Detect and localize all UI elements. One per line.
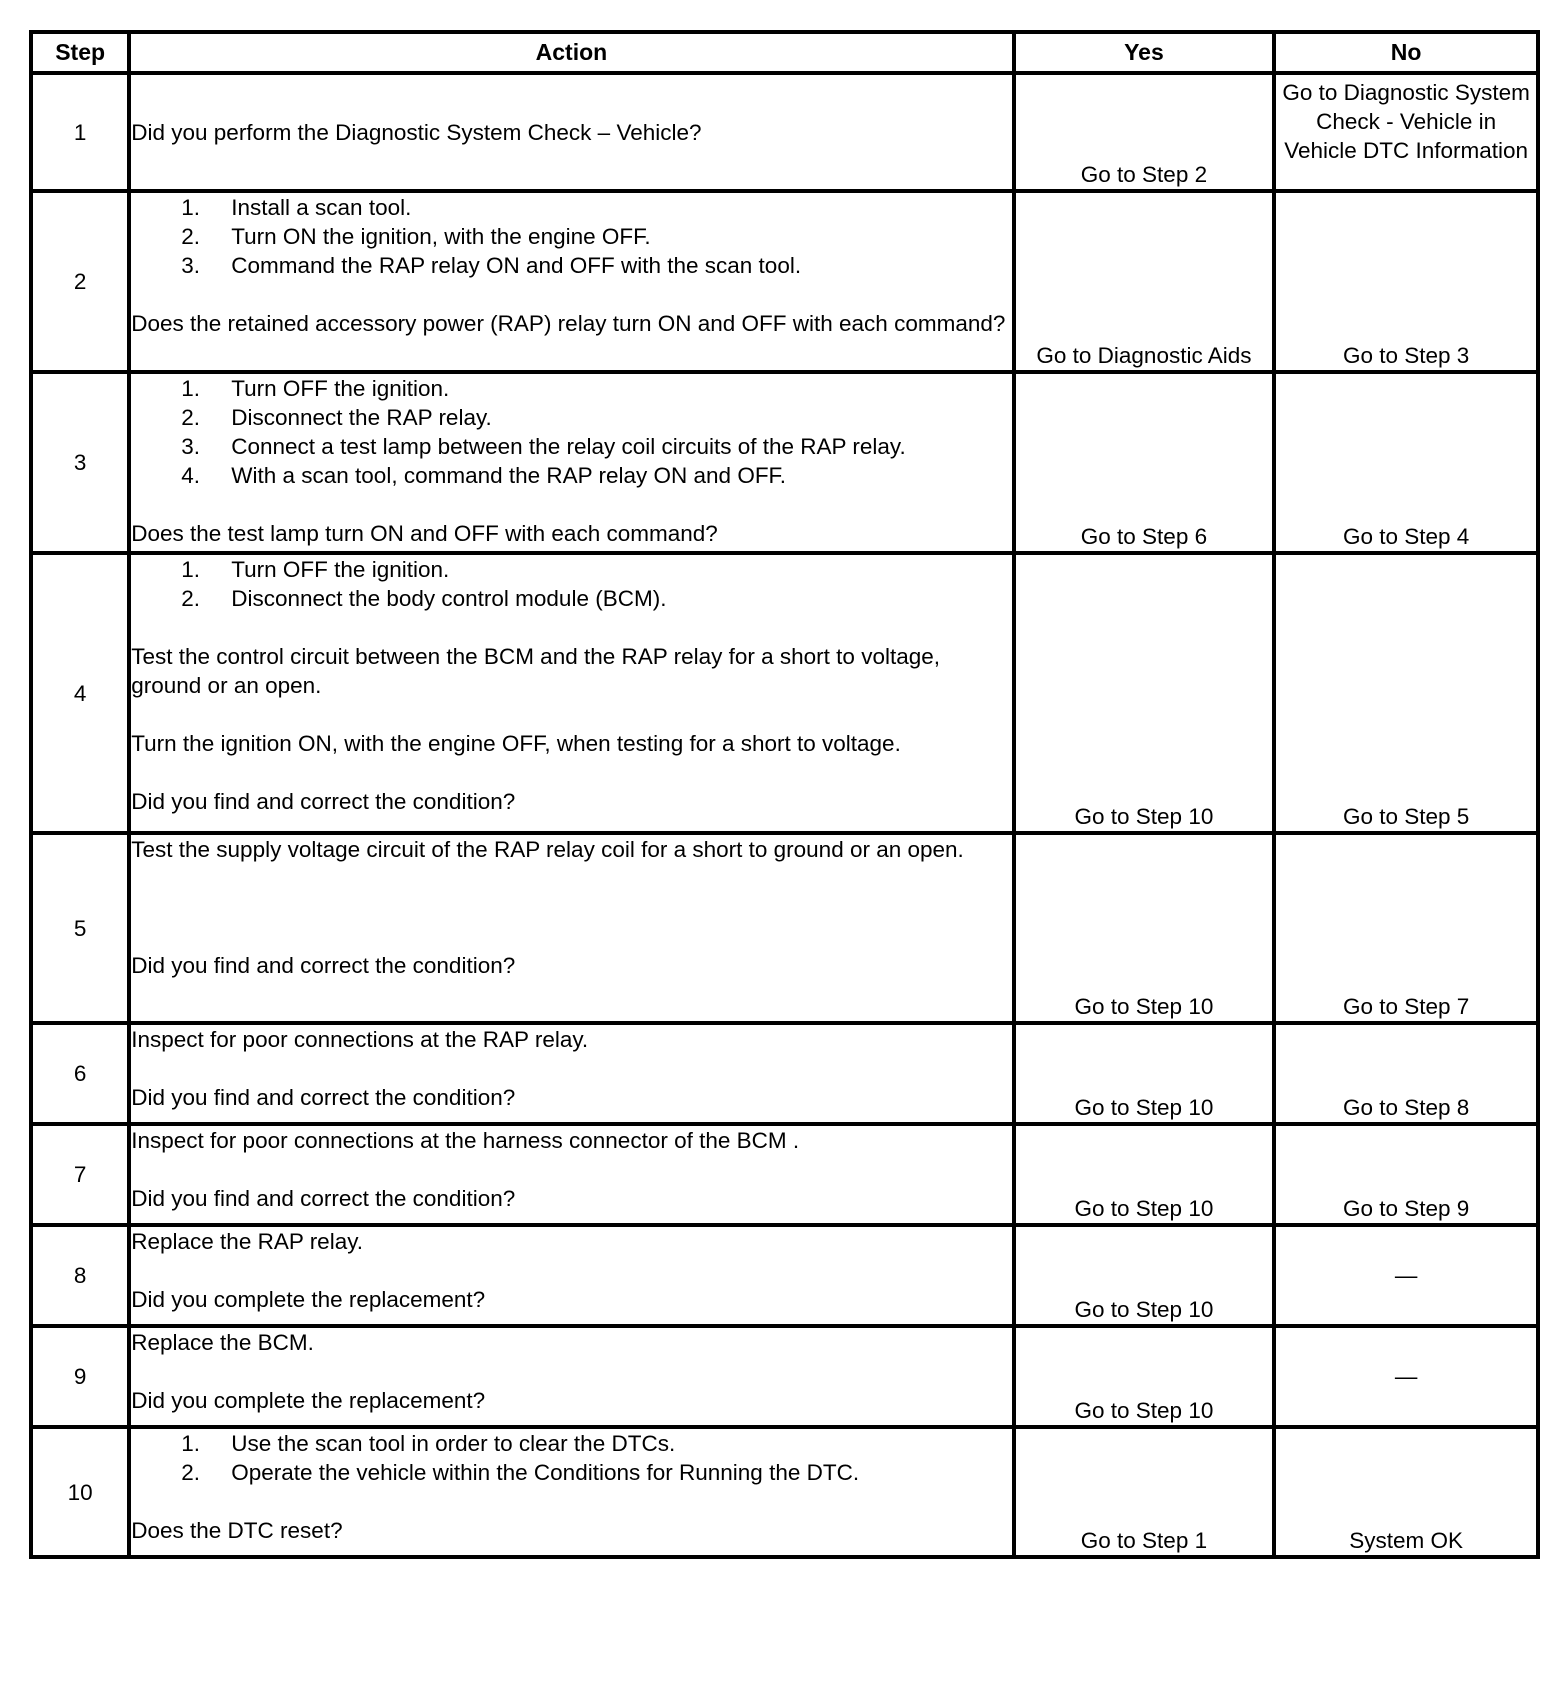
substep-item: 3. Command the RAP relay ON and OFF with the scan tool.: [181, 253, 802, 278]
no-cell: —: [1274, 1326, 1538, 1427]
step-number: 1: [31, 73, 129, 191]
substep-list: [131, 555, 1011, 613]
no-cell: Go to Step 9: [1274, 1124, 1538, 1225]
question-text: Did you complete the replacement?: [131, 1287, 486, 1312]
table-row: [31, 1427, 1538, 1557]
yes-cell: Go to Diagnostic Aids: [1014, 191, 1275, 372]
no-cell: System OK: [1274, 1427, 1538, 1557]
substep-item: 1. Install a scan tool.: [181, 195, 412, 220]
substep-item: 2. Operate the vehicle within the Conditions for Running the DTC.: [181, 1460, 860, 1485]
instruction-text: Inspect for poor connections at the harness connector of the BCM .: [131, 1128, 800, 1153]
yes-cell: Go to Step 1: [1014, 1427, 1275, 1557]
no-cell: —: [1274, 1225, 1538, 1326]
instruction-text: Replace the RAP relay.: [131, 1229, 364, 1254]
no-cell: Go to Step 7: [1274, 833, 1538, 1023]
no-cell: Go to Step 8: [1274, 1023, 1538, 1124]
question-text: Does the retained accessory power (RAP) relay turn ON and OFF with each command?: [131, 311, 1006, 336]
table-row: [31, 1023, 1538, 1124]
substep-item: 2. Disconnect the RAP relay.: [181, 405, 492, 430]
instruction-text: Test the supply voltage circuit of the RAP relay coil for a short to ground or an open.: [131, 837, 964, 862]
step-number: 2: [31, 191, 129, 372]
step-number: 7: [31, 1124, 129, 1225]
step-number: 10: [31, 1427, 129, 1557]
header-action: Action: [129, 32, 1013, 73]
action-cell: [129, 1225, 1013, 1326]
substep-item: 2. Disconnect the body control module (BCM).: [181, 586, 667, 611]
table-row: [31, 833, 1538, 1023]
step-number: 8: [31, 1225, 129, 1326]
substep-item: 1. Turn OFF the ignition.: [181, 557, 450, 582]
question-text: Did you find and correct the condition?: [131, 953, 516, 978]
question-text: Did you perform the Diagnostic System Check – Vehicle?: [131, 119, 702, 145]
action-cell: [129, 1124, 1013, 1225]
header-yes: Yes: [1014, 32, 1275, 73]
no-cell: Go to Step 5: [1274, 553, 1538, 833]
action-cell: [129, 1023, 1013, 1124]
header-step: Step: [31, 32, 129, 73]
yes-cell: Go to Step 10: [1014, 1023, 1275, 1124]
note-text: Turn the ignition ON, with the engine OFF, when testing for a short to voltage.: [131, 731, 901, 756]
table-row: [31, 1225, 1538, 1326]
substep-list: [131, 1429, 1011, 1487]
action-cell: [129, 1427, 1013, 1557]
question-text: Does the test lamp turn ON and OFF with each command?: [131, 521, 718, 546]
yes-cell: Go to Step 10: [1014, 1124, 1275, 1225]
no-cell: Go to Step 3: [1274, 191, 1538, 372]
action-cell: [129, 833, 1013, 1023]
yes-cell: Go to Step 10: [1014, 1326, 1275, 1427]
instruction-text: Test the control circuit between the BCM and the RAP relay for a short to voltage, ground or an open.: [131, 644, 940, 698]
instruction-text: Inspect for poor connections at the RAP relay.: [131, 1027, 589, 1052]
substep-list: [131, 193, 1011, 280]
no-cell: Go to Step 4: [1274, 372, 1538, 553]
question-text: Does the DTC reset?: [131, 1518, 343, 1543]
question-text: Did you find and correct the condition?: [131, 1186, 516, 1211]
step-number: 9: [31, 1326, 129, 1427]
action-cell: [129, 372, 1013, 553]
substep-item: 1. Turn OFF the ignition.: [181, 376, 450, 401]
table-row: [31, 372, 1538, 553]
table-row: [31, 191, 1538, 372]
substep-item: 2. Turn ON the ignition, with the engine OFF.: [181, 224, 651, 249]
yes-cell: Go to Step 2: [1014, 73, 1275, 191]
question-text: Did you find and correct the condition?: [131, 1085, 516, 1110]
table-row: [31, 1326, 1538, 1427]
step-number: 6: [31, 1023, 129, 1124]
no-cell: Go to Diagnostic System Check - Vehicle in Vehicle DTC Information: [1274, 73, 1538, 191]
step-number: 5: [31, 833, 129, 1023]
yes-cell: Go to Step 10: [1014, 553, 1275, 833]
question-text: Did you complete the replacement?: [131, 1388, 486, 1413]
instruction-text: Replace the BCM.: [131, 1330, 314, 1355]
header-row: [31, 32, 1538, 73]
question-text: Did you find and correct the condition?: [131, 789, 516, 814]
yes-cell: Go to Step 6: [1014, 372, 1275, 553]
table-row: [31, 553, 1538, 833]
header-no: No: [1274, 32, 1538, 73]
action-cell: [129, 191, 1013, 372]
substep-item: 4. With a scan tool, command the RAP relay ON and OFF.: [181, 463, 787, 488]
substep-item: 1. Use the scan tool in order to clear the DTCs.: [181, 1431, 676, 1456]
table-row: [31, 73, 1538, 191]
substep-list: [131, 374, 1011, 490]
action-cell: [129, 553, 1013, 833]
step-number: 3: [31, 372, 129, 553]
yes-cell: Go to Step 10: [1014, 1225, 1275, 1326]
action-cell: [129, 73, 1013, 191]
yes-cell: Go to Step 10: [1014, 833, 1275, 1023]
step-number: 4: [31, 553, 129, 833]
table-row: [31, 1124, 1538, 1225]
action-cell: [129, 1326, 1013, 1427]
substep-item: 3. Connect a test lamp between the relay coil circuits of the RAP relay.: [181, 434, 906, 459]
diagnostic-table: [29, 30, 1540, 1559]
